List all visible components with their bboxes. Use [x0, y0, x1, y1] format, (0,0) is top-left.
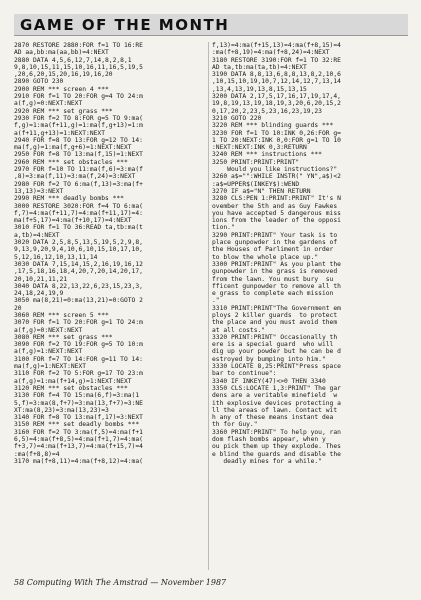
code-line: ,10,15,10,19,10,7,12,14,12,7,13,14: [212, 78, 341, 86]
code-line: from the lawn. You must bury su: [212, 275, 334, 283]
code-line: 13,13)=3:NEXT: [14, 187, 64, 195]
section-title: GAME OF THE MONTH: [20, 16, 230, 34]
code-line: .": [212, 297, 220, 305]
code-line: 2950 FOR f=8 TO 13:ma(f,15)=1:NEXT: [14, 151, 143, 159]
code-line: 2890 GOTO 230: [14, 78, 64, 86]
code-line: 3120 REM *** set obstacles ***: [14, 384, 128, 392]
code-line: :a$=UPPER$(INKEY$):WEND: [212, 180, 300, 188]
code-line: ,20,6,20,15,20,16,19,16,20: [14, 71, 113, 79]
code-line: 3360 PRINT:PRINT" To help you, ran: [212, 428, 341, 436]
code-line: 3190 DATA 8,8,13,6,8,8,13,8,2,10,6: [212, 71, 341, 79]
code-line: :ma(f+8,19)=4:ma(f+8,24)=4:NEXT: [212, 49, 330, 57]
code-line: 3240 REM *** instructions ***: [212, 151, 322, 159]
page-footer: 58 Computing With The Amstrad — November 1987: [14, 578, 227, 587]
code-line: 3350 CLS:LOCATE 1,3:PRINT" The gar: [212, 384, 341, 392]
code-line: gunpowder in the grass is removed: [212, 268, 338, 276]
code-line: 3030 DATA 7,15,14,15,2,16,19,16,12: [14, 260, 143, 268]
code-line: h any of these means instant dea: [212, 414, 334, 422]
code-line: 2980 FOR f=2 TO 6:ma(f,13)=3:ma(f+: [14, 180, 143, 188]
code-line: 0,17,20,2,23,5,23,16,23,19,23: [212, 107, 322, 115]
code-line: ere is a special guard who will: [212, 341, 334, 349]
code-line: AD ta,tb:ma(ta,tb)=4:NEXT: [212, 63, 307, 71]
code-line: 1 TO 20:NEXT:INK 0,0:FOR g=1 TO 10: [212, 136, 341, 144]
code-line: :ma(f+8,8)=4: [14, 450, 60, 458]
code-line: 2960 REM *** set obstacles ***: [14, 158, 128, 166]
code-line: a(f,g)=0:NEXT:NEXT: [14, 100, 83, 108]
code-line: 20: [14, 304, 22, 312]
code-line: 2880 DATA 4,5,6,12,7,14,8,2,8,1: [14, 56, 132, 64]
code-line: bar to continue":: [212, 370, 277, 378]
code-line: 2870 RESTORE 2880:FOR f=1 TO 16:RE: [14, 42, 143, 49]
code-line: 2900 REM *** screen 4 ***: [14, 85, 109, 93]
code-line: 24,18,24,19,9: [14, 290, 64, 298]
code-line: 3090 FOR f=2 TO 19:FOR g=5 TO 10:m: [14, 341, 143, 349]
code-line: 3300 PRINT:PRINT" As you plant the: [212, 260, 341, 268]
code-line: ou pick them up they explode. Thes: [212, 443, 341, 451]
code-line: 19,8,19,13,19,18,19,3,20,6,20,15,2: [212, 100, 341, 108]
code-line: fficent gunpowder to remove all th: [212, 282, 341, 290]
code-line: ll the areas of lawn. Contact wit: [212, 406, 338, 414]
section-banner: [14, 14, 408, 36]
code-line: 5,12,16,12,10,13,11,14: [14, 253, 98, 261]
listing-column-left: [14, 42, 210, 465]
code-line: 3100 FOR f=7 TO 14:FOR g=11 TO 14:: [14, 355, 143, 363]
code-line: 3260 a$="":WHILE INSTR(" YN",a$)<2: [212, 173, 341, 181]
code-line: ,13,4,13,19,13,8,15,13,15: [212, 85, 307, 93]
code-line: 3140 FOR f=8 TO 13:ma(f,17)=3:NEXT: [14, 414, 143, 422]
code-line: 3010 FOR f=1 TO 36:READ ta,tb:ma(t: [14, 224, 143, 232]
code-line: 5,f)=3:ma(8,f+7)=3:ma(13,f+7)=3:NE: [14, 399, 143, 407]
code-line: the Houses of Parliment in order: [212, 246, 334, 254]
code-line: 9,13,9,20,9,4,10,6,10,15,10,17,10,: [14, 246, 143, 254]
code-line: 3210 GOTO 220: [212, 114, 262, 122]
code-line: ma(f+5,17)=4:ma(f+10,17)=4:NEXT: [14, 217, 132, 225]
code-line: 3130 FOR f=4 TO 15:ma(6,f)=3:ma(1: [14, 392, 140, 400]
code-line: the place and you must avoid them: [212, 319, 338, 327]
code-line: a(f,g)=1:NEXT:NEXT: [14, 348, 83, 356]
code-line: 3150 REM *** set deadly bombs ***: [14, 421, 140, 429]
code-line: 2910 FOR f=1 TO 20:FOR g=4 TO 24:m: [14, 93, 143, 101]
code-line: f,13)=4:ma(f+15,13)=4:ma(f+8,15)=4: [212, 42, 341, 49]
code-line: 3290 PRINT:PRINT" Your task is to: [212, 231, 338, 239]
code-line: tion.": [212, 224, 235, 232]
code-line: you have accepted 5 dangerous miss: [212, 209, 341, 217]
code-line: ovember the 5th and as Guy Fawkes: [212, 202, 338, 210]
code-line: 3280 CLS:PEN 1:PRINT:PRINT" It's N: [212, 195, 341, 203]
code-line: 3230 FOR f=1 TO 10:INK 0,26:FOR g=: [212, 129, 341, 137]
code-line: ith explosive devices protecting a: [212, 399, 341, 407]
code-line: 2970 FOR f=10 TO 11:ma(f,6)=3:ma(f: [14, 166, 143, 174]
code-line: 9,8,10,15,11,15,10,16,11,16,5,19,5: [14, 63, 143, 71]
code-line: 3040 DATA 8,22,13,22,6,23,15,23,3,: [14, 282, 143, 290]
code-line: 2930 FOR f=2 TO 8:FOR g=5 TO 9:ma(: [14, 114, 143, 122]
code-line: 3320 PRINT:PRINT" Occasionally th: [212, 333, 338, 341]
code-line: a,tb)=4:NEXT: [14, 231, 60, 239]
code-line: 3180 RESTORE 3190:FOR f=1 TO 32:RE: [212, 56, 341, 64]
code-line: AD aa,bb:ma(aa,bb)=4:NEXT: [14, 49, 109, 57]
code-line: 3110 FOR f=2 TO 5:FOR g=17 TO 23:m: [14, 370, 143, 378]
code-line: 3080 REM *** set grass ***: [14, 333, 113, 341]
code-line: 3070 FOR f=1 TO 20:FOR g=1 TO 24:m: [14, 319, 143, 327]
code-line: f+3,7)=4:ma(f+13,7)=4:ma(f+15,7)=4: [14, 443, 143, 451]
code-line: 6,5)=4:ma(f+8,5)=4:ma(f+1,7)=4:ma(: [14, 436, 143, 444]
code-line: ma(f,g)=1:ma(f,g+6)=1:NEXT:NEXT: [14, 144, 132, 152]
code-line: estroyed by bumping into him.": [212, 355, 326, 363]
code-line: 3000 RESTORE 3020:FOR f=4 TO 6:ma(: [14, 202, 143, 210]
code-line: 3050 ma(8,21)=0:ma(13,21)=0:GOTO 2: [14, 297, 143, 305]
code-line: deadly mines for a while.": [212, 457, 322, 465]
code-line: 3310 PRINT:PRINT"The Government em: [212, 304, 341, 312]
code-line: :NEXT:NEXT:INK 0,3:RETURN: [212, 144, 307, 152]
code-line: 3220 REM *** blinding guards ***: [212, 122, 334, 130]
code-line: 3340 IF INKEY(47)<>0 THEN 3340: [212, 377, 326, 385]
code-line: place gunpowder in the gardens of: [212, 239, 338, 247]
code-line: 2990 REM *** deadly bombs ***: [14, 195, 124, 203]
code-line: 3160 FOR f=2 TO 3:ma(f,5)=4:ma(f+1: [14, 428, 143, 436]
code-line: 3170 ma(f+8,11)=4:ma(f+8,12)=4:ma(: [14, 457, 143, 465]
code-line: 20,10,21,11,21: [14, 275, 68, 283]
code-line: e blind the guards and disable the: [212, 450, 341, 458]
code-line: 3250 PRINT:PRINT:PRINT": [212, 158, 300, 166]
code-line: ploys 2 killer guards to protect: [212, 311, 338, 319]
code-line: a(f,g)=0:NEXT:NEXT: [14, 326, 83, 334]
code-line: dom flash bombs appear, when y: [212, 436, 326, 444]
code-line: f,7)=4:ma(f+11,7)=4:ma(f+11,17)=4:: [14, 209, 143, 217]
code-line: 3270 IF a$="N" THEN RETURN: [212, 187, 311, 195]
code-line: XT:ma(8,23)=3:ma(13,23)=3: [14, 406, 109, 414]
code-line: ,8)=3:ma(f,11)=3:ma(f,24)=3:NEXT: [14, 173, 136, 181]
code-line: f,g)=1:ma(f+11,g)=1:ma(f,g+13)=1:m: [14, 122, 143, 130]
code-line: at all costs.": [212, 326, 266, 334]
code-line: to blow the whole place up.": [212, 253, 319, 261]
code-line: dig up your powder but he can be d: [212, 348, 341, 356]
code-line: ma(f,g)=1:NEXT:NEXT: [14, 363, 87, 371]
code-line: 2940 FOR f=8 TO 13:FOR g=12 TO 14:: [14, 136, 143, 144]
code-line: 3330 LOCATE 8,25:PRINT"Press space: [212, 363, 341, 371]
code-line: 3200 DATA 2,17,5,17,16,17,19,17,4,: [212, 93, 341, 101]
code-line: ions from the leader of the opposi: [212, 217, 341, 225]
code-line: dens are a veritable minefield w: [212, 392, 338, 400]
code-line: Would you like instructions?": [212, 166, 338, 174]
code-line: e grass to complete each mission: [212, 290, 334, 298]
column-divider: [208, 42, 209, 570]
listing-column-right: [212, 42, 408, 465]
code-line: 3020 DATA 2,5,8,5,13,5,19,5,2,9,8,: [14, 239, 143, 247]
code-line: a(f+11,g+13)=1:NEXT:NEXT: [14, 129, 105, 137]
code-line: 2920 REM *** set grass ***: [14, 107, 113, 115]
code-line: 3060 REM *** screen 5 ***: [14, 311, 109, 319]
code-line: a(f,g)=1:ma(f+14,g)=1:NEXT:NEXT: [14, 377, 132, 385]
code-line: ,17,5,18,16,18,4,20,7,20,14,20,17,: [14, 268, 143, 276]
code-line: th for Guy.": [212, 421, 258, 429]
